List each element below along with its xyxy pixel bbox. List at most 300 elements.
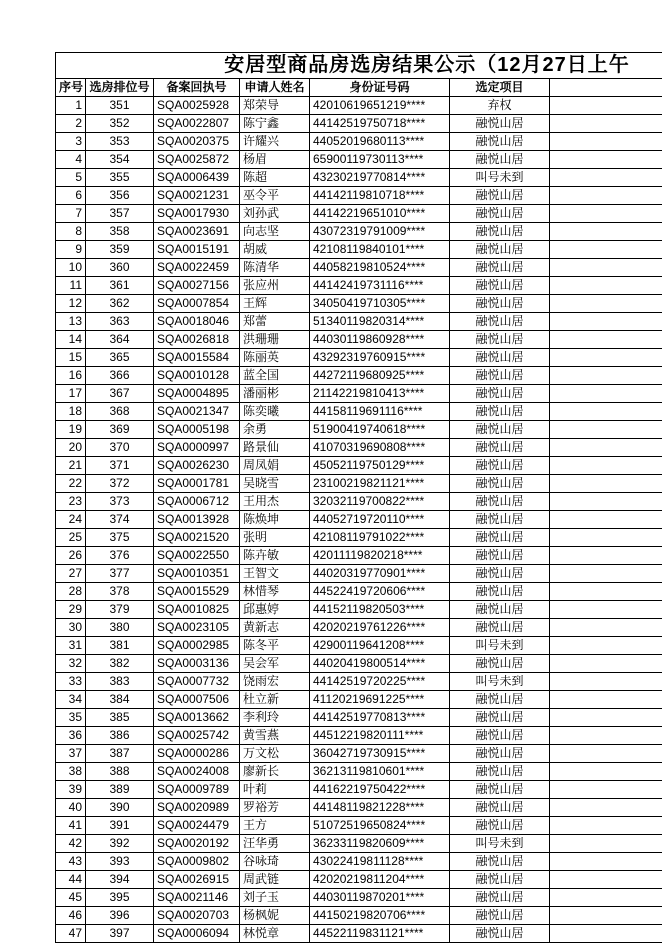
table-row [56,907,662,925]
cell: 17 [56,385,86,403]
cell [550,781,662,799]
table-row [56,97,662,115]
cell: 26 [56,547,86,565]
cell: SQA0024008 [154,763,240,781]
cell [550,889,662,907]
cell: 刘孙武 [240,205,310,223]
cell: 罗裕芳 [240,799,310,817]
cell: 37 [56,745,86,763]
cell: 353 [86,133,154,151]
cell: 15 [56,349,86,367]
cell: 融悦山居 [450,889,550,907]
cell: 林惜琴 [240,583,310,601]
column-header-6 [550,79,662,97]
cell: 蓝全国 [240,367,310,385]
cell: 355 [86,169,154,187]
cell: 361 [86,277,154,295]
cell: 36233119820609**** [310,835,450,853]
cell: 44052719720110**** [310,511,450,529]
cell: 10 [56,259,86,277]
cell [550,619,662,637]
cell: 8 [56,223,86,241]
cell: 杨眉 [240,151,310,169]
cell: 364 [86,331,154,349]
cell: 巫令平 [240,187,310,205]
table-row [56,709,662,727]
cell: 357 [86,205,154,223]
cell [550,565,662,583]
cell: 融悦山居 [450,115,550,133]
cell: SQA0015191 [154,241,240,259]
cell: SQA0000286 [154,745,240,763]
cell: 融悦山居 [450,853,550,871]
table-row [56,187,662,205]
cell: 融悦山居 [450,475,550,493]
cell: 万文松 [240,745,310,763]
table-row [56,691,662,709]
cell: SQA0015584 [154,349,240,367]
cell: SQA0005198 [154,421,240,439]
cell: 融悦山居 [450,727,550,745]
cell: SQA0000997 [154,439,240,457]
cell: 382 [86,655,154,673]
cell: 融悦山居 [450,763,550,781]
cell: 43292319760915**** [310,349,450,367]
table-row [56,799,662,817]
cell: 融悦山居 [450,709,550,727]
cell: 363 [86,313,154,331]
cell: 融悦山居 [450,457,550,475]
column-header-5: 选定项目 [450,79,550,97]
cell: SQA0006439 [154,169,240,187]
cell: 弃权 [450,97,550,115]
cell: 融悦山居 [450,367,550,385]
cell: 融悦山居 [450,493,550,511]
cell: 43 [56,853,86,871]
column-header-0: 序号 [56,79,86,97]
cell: 31 [56,637,86,655]
cell: 390 [86,799,154,817]
cell: 32032119700822**** [310,493,450,511]
cell: 陈焕坤 [240,511,310,529]
table-row [56,385,662,403]
cell: 385 [86,709,154,727]
cell: SQA0023691 [154,223,240,241]
cell [550,583,662,601]
cell: 融悦山居 [450,547,550,565]
cell [550,673,662,691]
cell [550,637,662,655]
cell: 陈冬平 [240,637,310,655]
table-row [56,421,662,439]
cell: 融悦山居 [450,529,550,547]
cell [550,349,662,367]
cell: 36042719730915**** [310,745,450,763]
cell: 384 [86,691,154,709]
cell: 23 [56,493,86,511]
cell: SQA0017930 [154,205,240,223]
cell: 李利玲 [240,709,310,727]
cell: 融悦山居 [450,619,550,637]
cell: 44020419800514**** [310,655,450,673]
cell: 融悦山居 [450,385,550,403]
cell: 44030119870201**** [310,889,450,907]
cell: 叫号未到 [450,673,550,691]
table-body [56,97,662,943]
cell: 394 [86,871,154,889]
cell: 25 [56,529,86,547]
table-row [56,583,662,601]
cell: 20 [56,439,86,457]
cell: 5 [56,169,86,187]
cell: 谷咏琦 [240,853,310,871]
table-row [56,223,662,241]
table-row [56,457,662,475]
cell: 388 [86,763,154,781]
cell: 44142119810718**** [310,187,450,205]
cell: 融悦山居 [450,907,550,925]
cell: 373 [86,493,154,511]
cell: 23100219821121**** [310,475,450,493]
table-row [56,295,662,313]
cell [550,529,662,547]
cell: SQA0007506 [154,691,240,709]
cell: 7 [56,205,86,223]
cell: SQA0026818 [154,331,240,349]
cell: 41070319690808**** [310,439,450,457]
cell: 380 [86,619,154,637]
table-row [56,817,662,835]
cell [550,421,662,439]
cell: 黄雪燕 [240,727,310,745]
cell: 融悦山居 [450,691,550,709]
cell: 395 [86,889,154,907]
cell: SQA0003136 [154,655,240,673]
cell [550,511,662,529]
table-row [56,475,662,493]
cell [550,385,662,403]
cell: 叶莉 [240,781,310,799]
cell: 廖新长 [240,763,310,781]
cell: 47 [56,925,86,943]
table-row [56,889,662,907]
cell: 392 [86,835,154,853]
table-row [56,259,662,277]
cell [550,907,662,925]
cell: 44272119680925**** [310,367,450,385]
cell [550,313,662,331]
announcement-sheet [55,52,662,943]
cell: 381 [86,637,154,655]
cell: 393 [86,853,154,871]
cell: 46 [56,907,86,925]
table-row [56,601,662,619]
cell: 44522119831121**** [310,925,450,943]
cell: SQA0020375 [154,133,240,151]
cell: 358 [86,223,154,241]
cell: 融悦山居 [450,565,550,583]
cell [550,853,662,871]
cell: 融悦山居 [450,259,550,277]
table-row [56,565,662,583]
cell: 融悦山居 [450,313,550,331]
cell: 32 [56,655,86,673]
table-row [56,439,662,457]
cell: 陈清华 [240,259,310,277]
cell: 11 [56,277,86,295]
cell: 65900119730113**** [310,151,450,169]
cell: 许耀兴 [240,133,310,151]
cell: 融悦山居 [450,817,550,835]
cell: 陈卉敏 [240,547,310,565]
table-row [56,727,662,745]
cell: 融悦山居 [450,241,550,259]
cell: 28 [56,583,86,601]
cell: 杨枫妮 [240,907,310,925]
cell: 陈超 [240,169,310,187]
cell: 吴晓雪 [240,475,310,493]
table-row [56,313,662,331]
table-row [56,367,662,385]
table-row [56,349,662,367]
cell: 王方 [240,817,310,835]
cell: 42020219811204**** [310,871,450,889]
cell [550,277,662,295]
cell: SQA0006094 [154,925,240,943]
cell: 胡威 [240,241,310,259]
cell [550,331,662,349]
cell: 34050419710305**** [310,295,450,313]
table-row [56,637,662,655]
cell: 42010619651219**** [310,97,450,115]
cell: 35 [56,709,86,727]
cell: 40 [56,799,86,817]
cell: 43022419811128**** [310,853,450,871]
cell: 375 [86,529,154,547]
cell: SQA0010351 [154,565,240,583]
cell: 余勇 [240,421,310,439]
cell: SQA0013662 [154,709,240,727]
cell: 融悦山居 [450,277,550,295]
cell: 378 [86,583,154,601]
table-row [56,277,662,295]
cell: SQA0025872 [154,151,240,169]
cell: SQA0001781 [154,475,240,493]
table-row [56,925,662,943]
cell: 377 [86,565,154,583]
table-row [56,673,662,691]
cell: 42020219761226**** [310,619,450,637]
cell: SQA0023105 [154,619,240,637]
cell: SQA0021347 [154,403,240,421]
title-row [56,53,662,79]
cell [550,241,662,259]
cell: 51072519650824**** [310,817,450,835]
cell: SQA0002985 [154,637,240,655]
cell: 向志坚 [240,223,310,241]
cell: SQA0015529 [154,583,240,601]
cell [550,439,662,457]
cell: 368 [86,403,154,421]
cell [550,709,662,727]
cell: SQA0022459 [154,259,240,277]
cell: 吴会军 [240,655,310,673]
cell: 29 [56,601,86,619]
cell: SQA0009789 [154,781,240,799]
cell [550,403,662,421]
cell: SQA0010825 [154,601,240,619]
cell: 融悦山居 [450,745,550,763]
cell: 融悦山居 [450,583,550,601]
cell [550,799,662,817]
table-row [56,547,662,565]
cell: 387 [86,745,154,763]
cell: 44162219750422**** [310,781,450,799]
cell: 路景仙 [240,439,310,457]
cell [550,169,662,187]
table-row [56,763,662,781]
column-header-3: 申请人姓名 [240,79,310,97]
cell: 融悦山居 [450,781,550,799]
cell: SQA0004895 [154,385,240,403]
cell: 44052019680113**** [310,133,450,151]
cell [550,727,662,745]
cell: 36 [56,727,86,745]
cell: 44142519770813**** [310,709,450,727]
cell: 1 [56,97,86,115]
cell [550,691,662,709]
table-row [56,331,662,349]
cell: 叫号未到 [450,637,550,655]
cell: 陈宁鑫 [240,115,310,133]
cell: 王用杰 [240,493,310,511]
cell: 叫号未到 [450,835,550,853]
cell: 376 [86,547,154,565]
cell [550,133,662,151]
cell: 融悦山居 [450,187,550,205]
column-header-2: 备案回执号 [154,79,240,97]
cell: 19 [56,421,86,439]
cell [550,295,662,313]
table-row [56,655,662,673]
cell [550,259,662,277]
cell: SQA0010128 [154,367,240,385]
cell: 42108119840101**** [310,241,450,259]
cell: SQA0006712 [154,493,240,511]
cell [550,655,662,673]
cell: SQA0021520 [154,529,240,547]
cell [550,223,662,241]
cell: 359 [86,241,154,259]
cell: 融悦山居 [450,655,550,673]
cell [550,97,662,115]
cell [550,763,662,781]
cell: 21 [56,457,86,475]
cell: 张明 [240,529,310,547]
cell: 365 [86,349,154,367]
cell: SQA0007732 [154,673,240,691]
cell: 融悦山居 [450,799,550,817]
cell: 44152119820503**** [310,601,450,619]
cell: 陈丽英 [240,349,310,367]
cell [550,925,662,943]
table-row [56,493,662,511]
cell: 44148119821228**** [310,799,450,817]
cell [550,475,662,493]
results-table [55,52,662,943]
cell: 44142519720225**** [310,673,450,691]
cell: 386 [86,727,154,745]
cell: 379 [86,601,154,619]
cell [550,745,662,763]
cell: 14 [56,331,86,349]
cell: SQA0013928 [154,511,240,529]
cell: SQA0020989 [154,799,240,817]
table-row [56,745,662,763]
cell: 12 [56,295,86,313]
cell: 38 [56,763,86,781]
cell: 融悦山居 [450,421,550,439]
cell: 397 [86,925,154,943]
cell: 2 [56,115,86,133]
cell [550,205,662,223]
cell: 林悦章 [240,925,310,943]
cell: 34 [56,691,86,709]
cell [550,493,662,511]
cell: 郑蕾 [240,313,310,331]
table-row [56,403,662,421]
cell: 4 [56,151,86,169]
cell: SQA0027156 [154,277,240,295]
cell: 融悦山居 [450,205,550,223]
cell: 352 [86,115,154,133]
cell: 融悦山居 [450,331,550,349]
cell: 51900419740618**** [310,421,450,439]
cell: 42108119791022**** [310,529,450,547]
cell [550,367,662,385]
cell: 刘子玉 [240,889,310,907]
cell: 融悦山居 [450,601,550,619]
table-header-row [56,79,662,97]
cell: 370 [86,439,154,457]
page-title: 安居型商品房选房结果公示（12月27日上午 [56,53,662,79]
cell: 44030119860928**** [310,331,450,349]
cell: SQA0025742 [154,727,240,745]
cell [550,151,662,169]
table-row [56,169,662,187]
cell: 邱惠婷 [240,601,310,619]
cell: 杜立新 [240,691,310,709]
cell [550,457,662,475]
cell: 陈奕曦 [240,403,310,421]
cell: 叫号未到 [450,169,550,187]
cell: 45 [56,889,86,907]
table-row [56,511,662,529]
cell: 21142219810413**** [310,385,450,403]
cell: 郑荣导 [240,97,310,115]
cell: 潘丽彬 [240,385,310,403]
cell: 351 [86,97,154,115]
cell: 42900119641208**** [310,637,450,655]
table-row [56,835,662,853]
cell: 融悦山居 [450,295,550,313]
cell: 22 [56,475,86,493]
cell: 33 [56,673,86,691]
cell: 王辉 [240,295,310,313]
cell: 融悦山居 [450,403,550,421]
cell: SQA0026915 [154,871,240,889]
cell: 367 [86,385,154,403]
